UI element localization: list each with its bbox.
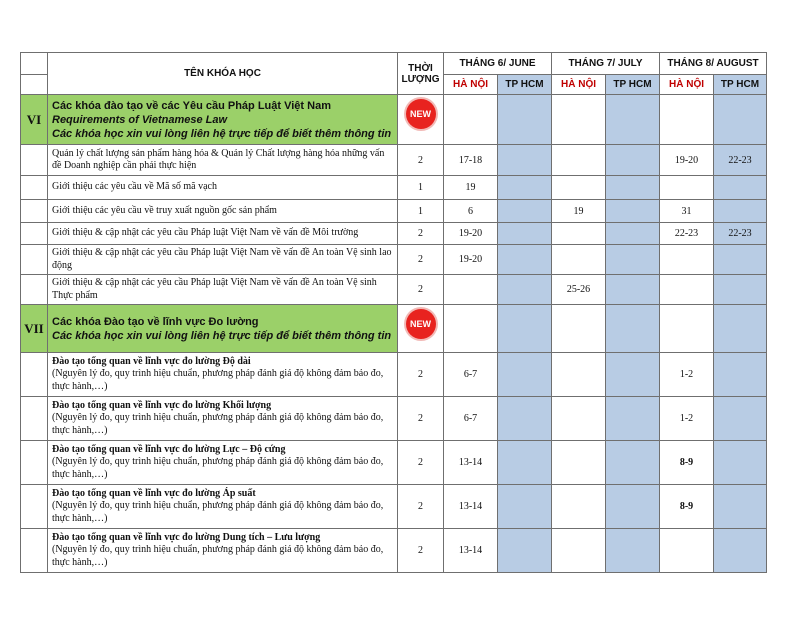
july-hn-cell [552,176,606,200]
month-august-header: THÁNG 8/ AUGUST [660,53,767,75]
city-hn-header: HÀ NỘI [552,75,606,95]
duration-cell: 2 [398,223,444,245]
august-hcm-cell [714,485,767,529]
city-hn-header: HÀ NỘI [444,75,498,95]
june-hn-cell: 13-14 [444,485,498,529]
august-hn-cell [660,245,714,275]
duration-cell: 2 [398,529,444,573]
june-hn-cell: 17-18 [444,145,498,176]
august-hn-cell: 8-9 [660,441,714,485]
city-hn-header: HÀ NỘI [660,75,714,95]
june-hcm-cell [498,200,552,223]
section-number: VII [21,305,48,353]
city-hcm-header: TP HCM [498,75,552,95]
section-title-vi: Các khóa Đào tạo về lĩnh vực Đo lường [52,315,259,328]
june-hcm-cell [498,529,552,573]
august-hn-cell [660,176,714,200]
course-name [48,485,398,529]
july-hcm-cell [606,353,660,397]
course-description: (Nguyên lý đo, quy trình hiệu chuẩn, phương pháp đánh giá độ không đảm bảo đo, thực hành,…) [52,412,384,436]
july-hcm-cell [606,176,660,200]
august-hcm-cell: 22-23 [714,145,767,176]
course-title: Đào tạo tổng quan về lĩnh vực đo lường Lực – Độ cứng [52,443,286,455]
duration-header [398,53,444,95]
section-header-vii [21,305,767,353]
june-hcm-cell [498,397,552,441]
august-hcm-cell [714,275,767,305]
august-hcm-cell [714,176,767,200]
course-name [48,397,398,441]
table-row [21,200,767,223]
course-title: Đào tạo tổng quan về lĩnh vực đo lường Dung tích – Lưu lượng [52,531,321,543]
june-hcm-cell [498,176,552,200]
duration-cell: 2 [398,353,444,397]
august-hn-cell: 1-2 [660,353,714,397]
july-hn-cell: 25-26 [552,275,606,305]
duration-header-line2: LƯỢNG [401,73,440,85]
section-title [48,95,398,145]
july-hcm-cell [606,275,660,305]
city-hcm-header: TP HCM [714,75,767,95]
august-hcm-cell [714,245,767,275]
june-hn-cell [444,275,498,305]
section-number: VI [21,95,48,145]
course-name: Giới thiệu & cập nhật các yêu cầu Pháp luật Việt Nam về vấn đề An toàn Vệ sinh lao động [48,245,398,275]
section-note: Các khóa học xin vui lòng liên hệ trực tiếp để biết thêm thông tin [52,329,392,342]
city-hcm-header: TP HCM [606,75,660,95]
july-hcm-cell [606,145,660,176]
course-name: Giới thiệu các yêu cầu về Mã số mã vạch [48,176,398,200]
course-description: (Nguyên lý đo, quy trình hiệu chuẩn, phương pháp đánh giá độ không đảm bảo đo, thực hành,…) [52,456,384,480]
table-row [21,176,767,200]
course-title: Đào tạo tổng quan về lĩnh vực đo lường Khối lượng [52,399,272,411]
july-hcm-cell [606,441,660,485]
june-hn-cell: 13-14 [444,441,498,485]
june-hn-cell: 13-14 [444,529,498,573]
june-hn-cell: 6 [444,200,498,223]
june-hcm-cell [498,275,552,305]
july-hcm-cell [606,529,660,573]
new-badge: NEW [406,99,436,129]
course-name: Quản lý chất lượng sản phẩm hàng hóa & Quản lý Chất lượng hàng hóa những vấn đề Doanh nghiệp cần phải thực hiện [48,145,398,176]
course-name: Giới thiệu & cập nhật các yêu cầu Pháp luật Việt Nam về vấn đề An toàn Vệ sinh Thực phẩm [48,275,398,305]
course-name-header: TÊN KHÓA HỌC [48,53,398,95]
duration-cell: 2 [398,275,444,305]
august-hcm-cell [714,200,767,223]
new-badge-cell [398,95,444,145]
june-hn-cell: 6-7 [444,353,498,397]
july-hcm-cell [606,245,660,275]
duration-header-line1: THỜI [408,62,433,74]
duration-cell: 1 [398,176,444,200]
table-row [21,397,767,441]
course-title: Đào tạo tổng quan về lĩnh vực đo lường Độ dài [52,355,251,367]
august-hn-cell: 22-23 [660,223,714,245]
july-hn-cell [552,529,606,573]
table-row [21,275,767,305]
june-hcm-cell [498,441,552,485]
course-schedule-table [20,52,767,573]
header-row-months [21,53,767,75]
duration-cell: 2 [398,145,444,176]
table-row [21,223,767,245]
august-hcm-cell [714,397,767,441]
course-name [48,529,398,573]
table-row [21,145,767,176]
course-description: (Nguyên lý đo, quy trình hiệu chuẩn, phương pháp đánh giá độ không đảm bảo đo, thực hành,…) [52,544,384,568]
june-hn-cell: 19-20 [444,223,498,245]
june-hn-cell: 19 [444,176,498,200]
july-hcm-cell [606,200,660,223]
section-header-vi [21,95,767,145]
table-row [21,353,767,397]
august-hcm-cell [714,441,767,485]
july-hn-cell [552,441,606,485]
table-row [21,485,767,529]
course-name: Giới thiệu & cập nhật các yêu cầu Pháp luật Việt Nam về vấn đề Môi trường [48,223,398,245]
section-title-vi: Các khóa đào tạo về các Yêu cầu Pháp Luật Việt Nam [52,99,331,112]
july-hn-cell [552,485,606,529]
august-hcm-cell [714,353,767,397]
table-row [21,245,767,275]
august-hn-cell: 19-20 [660,145,714,176]
july-hn-cell: 19 [552,200,606,223]
new-badge-cell [398,305,444,353]
course-name [48,441,398,485]
duration-cell: 2 [398,397,444,441]
course-name: Giới thiệu các yêu cầu về truy xuất nguồn gốc sản phẩm [48,200,398,223]
july-hn-cell [552,397,606,441]
august-hn-cell: 8-9 [660,485,714,529]
section-title [48,305,398,353]
duration-cell: 1 [398,200,444,223]
august-hcm-cell: 22-23 [714,223,767,245]
duration-cell: 2 [398,245,444,275]
june-hcm-cell [498,353,552,397]
july-hn-cell [552,223,606,245]
july-hcm-cell [606,397,660,441]
july-hn-cell [552,245,606,275]
table-row [21,441,767,485]
course-description: (Nguyên lý đo, quy trình hiệu chuẩn, phương pháp đánh giá độ không đảm bảo đo, thực hành,…) [52,368,384,392]
june-hcm-cell [498,145,552,176]
new-badge: NEW [406,309,436,339]
month-june-header: THÁNG 6/ JUNE [444,53,552,75]
course-description: (Nguyên lý đo, quy trình hiệu chuẩn, phương pháp đánh giá độ không đảm bảo đo, thực hành,…) [52,500,384,524]
july-hcm-cell [606,223,660,245]
june-hcm-cell [498,223,552,245]
june-hcm-cell [498,485,552,529]
june-hn-cell: 6-7 [444,397,498,441]
section-note: Các khóa học xin vui lòng liên hệ trực tiếp để biết thêm thông tin [52,127,392,140]
table-row [21,529,767,573]
course-name [48,353,398,397]
july-hcm-cell [606,485,660,529]
august-hn-cell: 31 [660,200,714,223]
duration-cell: 2 [398,441,444,485]
july-hn-cell [552,145,606,176]
july-hn-cell [552,353,606,397]
august-hn-cell [660,529,714,573]
duration-cell: 2 [398,485,444,529]
august-hn-cell: 1-2 [660,397,714,441]
august-hn-cell [660,275,714,305]
june-hcm-cell [498,245,552,275]
june-hn-cell: 19-20 [444,245,498,275]
section-title-en: Requirements of Vietnamese Law [52,113,228,126]
course-title: Đào tạo tổng quan về lĩnh vực đo lường Áp suất [52,487,256,499]
august-hcm-cell [714,529,767,573]
month-july-header: THÁNG 7/ JULY [552,53,660,75]
